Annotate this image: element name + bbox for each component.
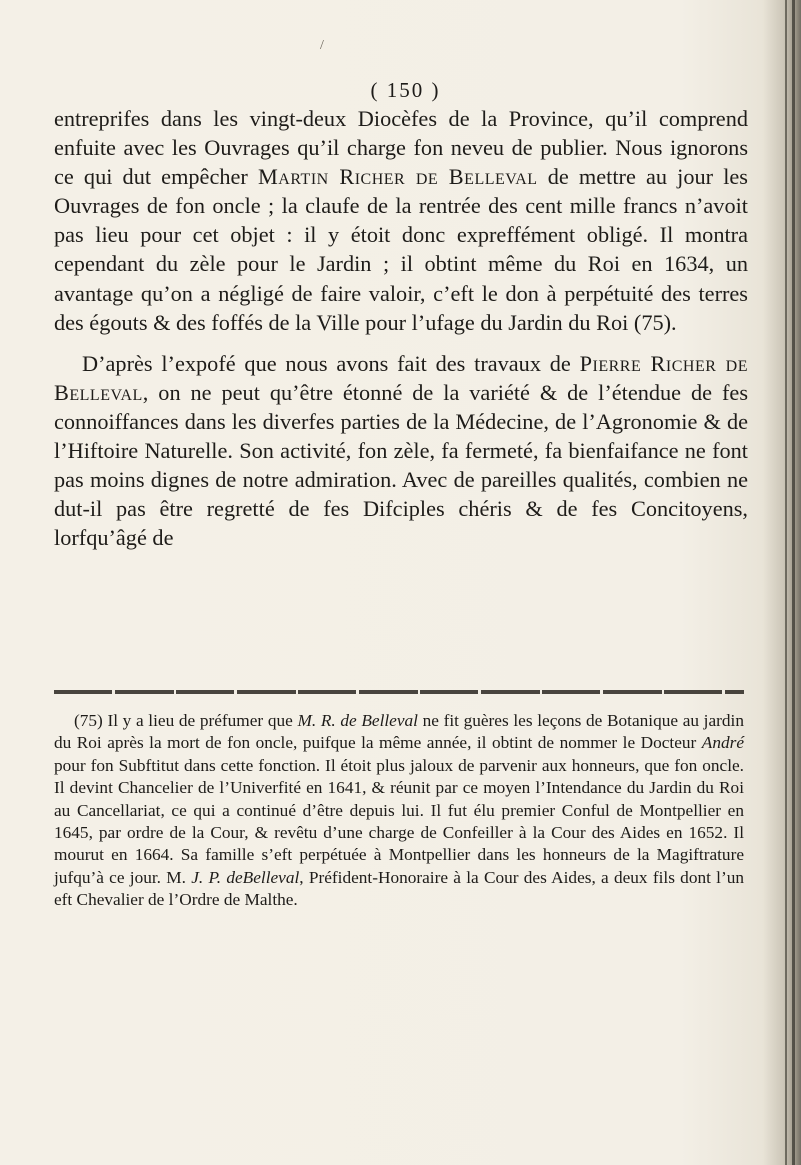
page-edge-line [785,0,787,1165]
footnote-75 [54,710,744,912]
text-run: pour fon Subftitut dans cette fonction. Il étoit plus jaloux de parvenir aux honneurs, que fon oncle. Il devint Chancelier de l’Univerfité en 1641, & réunit par ce moyen l’Intendance du Jardin du Roi au Cancellariat, ce qui a continué d’être depuis lui. Il fut élu premier Conful de Montpellier en 1645, par ordre de la Cour, & revêtu d’une charge de Confeiller à la Cour des Aides en 1652. Il mourut en 1664. Sa famille s’eft perpétuée à Montpellier dans les honneurs de la Magiftrature jufqu’à ce jour. M. [54,755,744,887]
paragraph [54,104,748,337]
page-number: ( 150 ) [370,78,441,102]
text-run: entreprifes dans les vingt-deux Diocèfes de la Province, qu’il comprend enfuite avec les Ouvrages qu’il charge fon neveu de publier. Nous ignorons ce qui dut empêcher [54,106,748,190]
footnote-rule [54,690,744,694]
text-run: ne fit guères les leçons de Botanique au jardin du Roi après la mort de fon oncle, puifque la même année, il obtint de nommer le Docteur [54,711,744,753]
paragraph [54,349,748,553]
person-name: Pierre Richer de Belleval [54,350,749,405]
page-edge-shadow [763,0,801,1165]
margin-mark: / [320,38,324,53]
italic-name: André [701,733,744,753]
text-run: , on ne peut qu’être étonné de la variété & de l’étendue de fes connoiffances dans les diverfes parties de la Médecine, de l’Agronomie & de l’Hiftoire Naturelle. Son activité, fon zèle, fa fermeté, fa bienfaifance ne font pas moins dignes de notre admiration. Avec de pareilles qualités, combien ne dut-il pas être regretté de fes Difciples chéris & de fes Concitoyens, lorfqu’âgé de [54,379,748,551]
text-run: (75) Il y a lieu de préfumer que [74,711,298,730]
italic-name: J. P. deBelleval [191,867,300,887]
footnote [54,710,744,912]
page-edge-line-outer [792,0,795,1165]
main-text [54,104,748,552]
text-run: de mettre au jour les Ouvrages de fon oncle ; la claufe de la rentrée des cent mille francs n’avoit pas lieu pour cet objet : il y étoit donc expreffément obligé. Il montra cependant du zèle pour le Jardin ; il obtint même du Roi en 1634, un avantage qu’on a négligé de faire valoir, c’eft le don à perpétuité des terres des égouts & des foffés de la Ville pour l’ufage du Jardin du Roi (75). [54,164,748,335]
italic-name: M. R. de Belleval [297,711,418,730]
text-run: D’après l’expofé que nous avons fait des travaux de [82,350,580,376]
text-run: , Préfident-Honoraire à la Cour des Aides, a deux fils dont l’un eft Chevalier de l’Ordre de Malthe. [54,867,745,910]
person-name: Martin Richer de Belleval [257,164,538,190]
